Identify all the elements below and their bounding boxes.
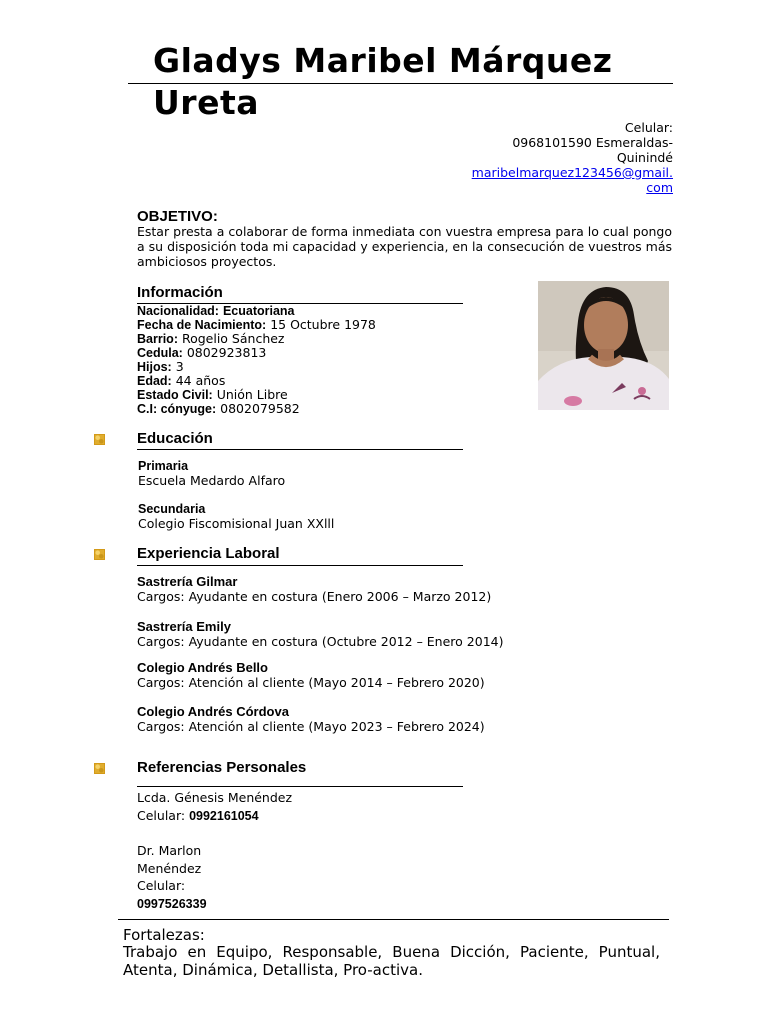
reference-name: Lcda. Génesis Menéndez bbox=[137, 790, 293, 805]
reference-phone-row bbox=[137, 808, 259, 824]
references-title: Referencias Personales bbox=[137, 759, 307, 776]
reference-phone-label: Celular: bbox=[137, 808, 186, 823]
email-link[interactable]: maribelmarquez123456@gmail. bbox=[471, 165, 673, 180]
section-bullet-icon bbox=[94, 434, 105, 445]
email-link-end[interactable]: com bbox=[646, 180, 673, 195]
info-row-id: Cedula: 0802923813 bbox=[137, 345, 267, 360]
info-title: Información bbox=[137, 284, 223, 301]
job-company: Sastrería Emily bbox=[137, 619, 231, 634]
job-role: Cargos: Ayudante en costura (Enero 2006 – Marzo 2012) bbox=[137, 589, 492, 604]
education-divider bbox=[137, 449, 463, 450]
info-list bbox=[137, 304, 467, 416]
info-row-neighborhood: Barrio: Rogelio Sánchez bbox=[137, 331, 285, 346]
education-school-secondary: Colegio Fiscomisional Juan XXlll bbox=[138, 516, 335, 531]
job-company: Colegio Andrés Bello bbox=[137, 660, 268, 675]
education-title: Educación bbox=[137, 430, 213, 447]
info-row-spouse-id: C.I: cónyuge: 0802079582 bbox=[137, 401, 300, 416]
profile-photo bbox=[538, 281, 669, 410]
job-role: Cargos: Ayudante en costura (Octubre 2012 – Enero 2014) bbox=[137, 634, 504, 649]
objective-title: OBJETIVO: bbox=[137, 208, 218, 225]
education-level-secondary: Secundaria bbox=[138, 502, 206, 516]
strengths-divider bbox=[118, 919, 669, 920]
job-company: Sastrería Gilmar bbox=[137, 574, 238, 589]
info-row-birthdate: Fecha de Nacimiento: 15 Octubre 1978 bbox=[137, 317, 376, 332]
contact-phone-city: 0968101590 Esmeraldas- bbox=[512, 135, 673, 150]
info-row-children: Hijos: 3 bbox=[137, 359, 184, 374]
contact-block bbox=[420, 120, 673, 195]
info-row-nationality: Nacionalidad: Ecuatoriana bbox=[137, 304, 295, 318]
objective-text: Estar presta a colaborar de forma inmediata con vuestra empresa para lo cual pongo a su disposición toda mi capacidad y experiencia, en la consecución de vuestros más ambiciosos proyectos. bbox=[137, 224, 672, 269]
education-school-primary: Escuela Medardo Alfaro bbox=[138, 473, 286, 488]
reference-phone-label: Celular: bbox=[137, 878, 186, 893]
contact-phone-label: Celular: bbox=[624, 120, 673, 135]
candidate-name: Gladys Maribel Márquez Ureta bbox=[153, 41, 613, 122]
strengths-text: Trabajo en Equipo, Responsable, Buena Dicción, Paciente, Puntual, Atenta, Dinámica, Detallista, Pro-activa. bbox=[123, 943, 660, 979]
education-level-primary: Primaria bbox=[138, 459, 189, 473]
job-role: Cargos: Atención al cliente (Mayo 2014 – Febrero 2020) bbox=[137, 675, 485, 690]
section-bullet-icon bbox=[94, 763, 105, 774]
strengths-label: Fortalezas: bbox=[123, 926, 205, 944]
info-row-civil-status: Estado Civil: Unión Libre bbox=[137, 387, 288, 402]
section-bullet-icon bbox=[94, 549, 105, 560]
job-role: Cargos: Atención al cliente (Mayo 2023 – Febrero 2024) bbox=[137, 719, 485, 734]
info-row-age: Edad: 44 años bbox=[137, 373, 226, 388]
experience-title: Experiencia Laboral bbox=[137, 545, 280, 562]
reference-phone: 0992161054 bbox=[189, 809, 259, 823]
job-company: Colegio Andrés Córdova bbox=[137, 704, 289, 719]
contact-city: Quinindé bbox=[616, 150, 673, 165]
experience-divider bbox=[137, 565, 463, 566]
reference-name-line1: Dr. Marlon bbox=[137, 843, 202, 858]
reference-phone: 0997526339 bbox=[137, 897, 207, 911]
reference-name-line2: Menéndez bbox=[137, 861, 202, 876]
references-divider bbox=[137, 786, 463, 787]
name-divider bbox=[128, 83, 673, 84]
